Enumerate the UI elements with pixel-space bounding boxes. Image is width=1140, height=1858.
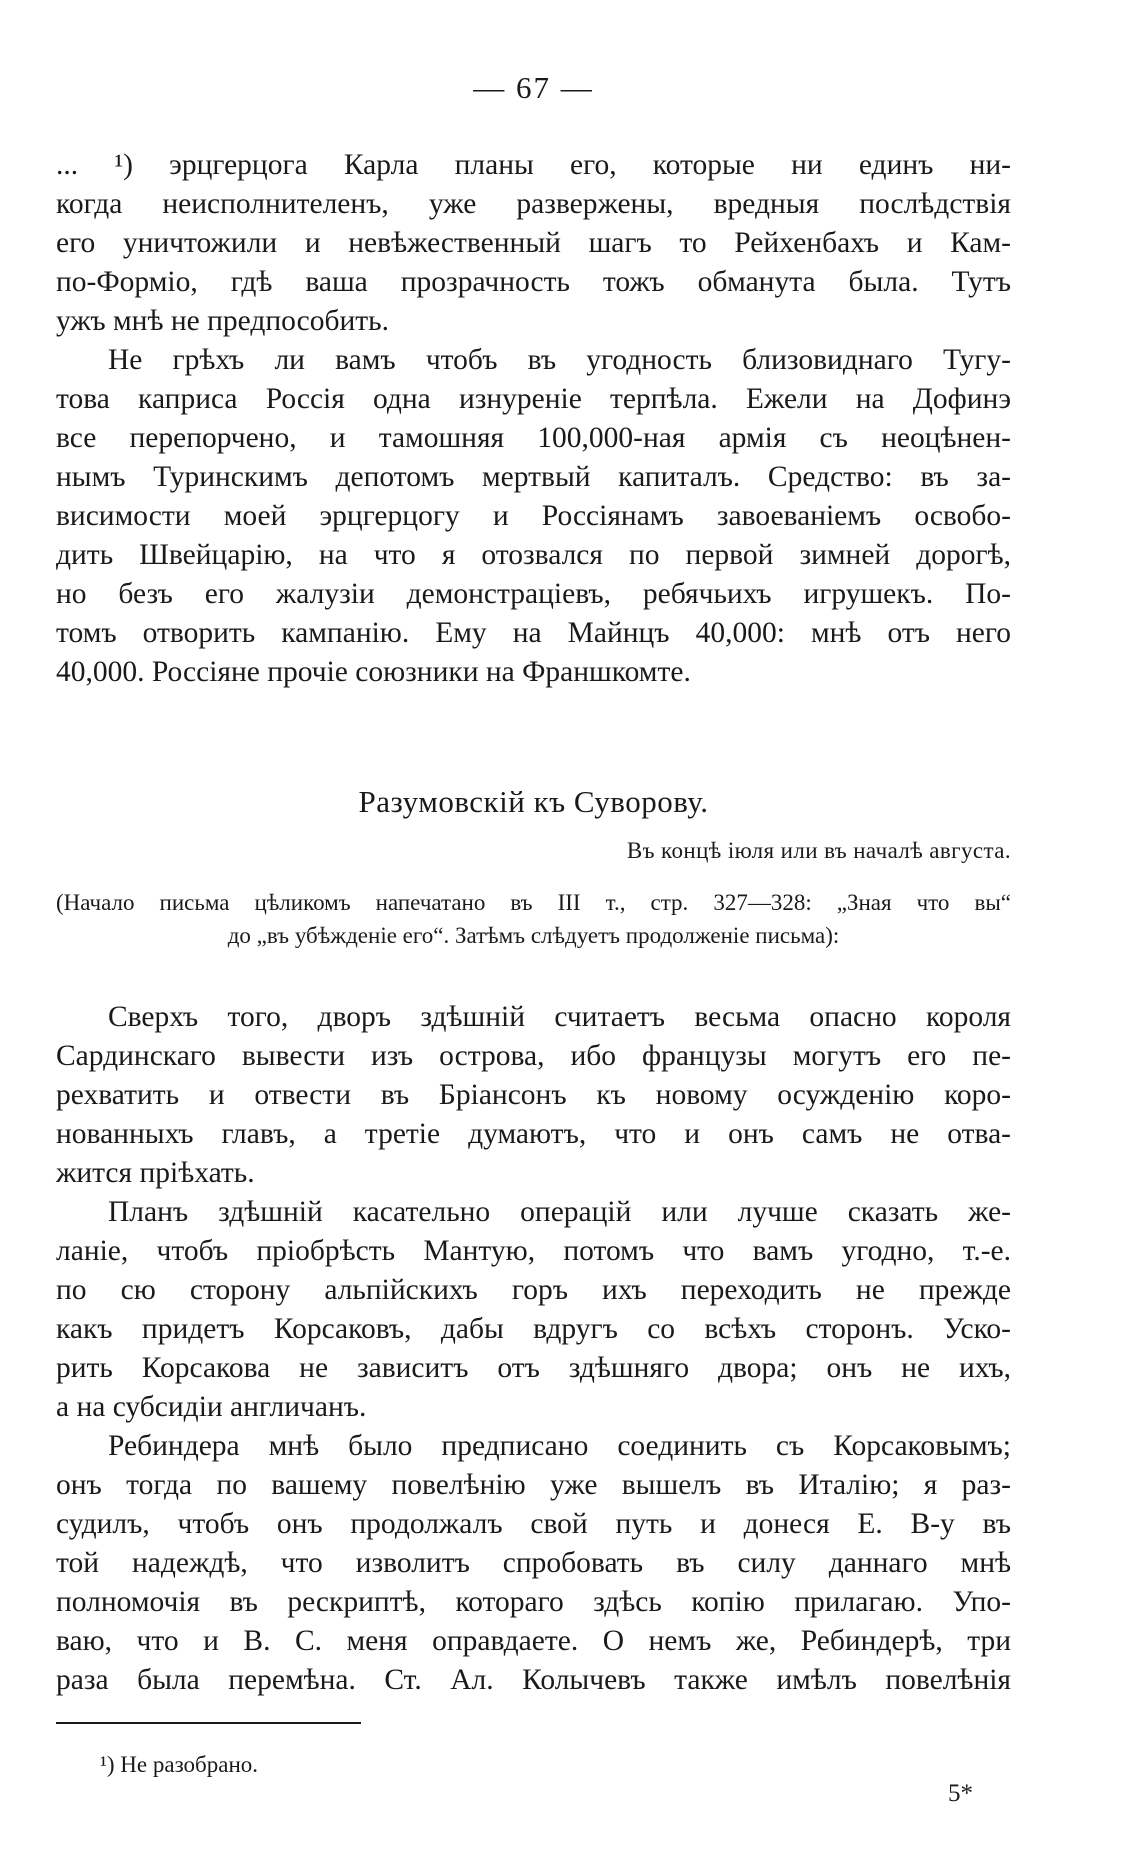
document-page (56, 70, 1011, 1700)
text-line: Сардинскаго вывести изъ острова, ибо французы могутъ его пе- (56, 1040, 1011, 1072)
text-line: дить Швейцарію, на что я отозвался по первой зимней дорогѣ, (56, 539, 1011, 571)
text-line: рить Корсакова не зависитъ отъ здѣшняго двора; онъ не ихъ, (56, 1352, 1011, 1384)
text-line: той надеждѣ, что изволитъ спробовать въ силу даннаго мнѣ (56, 1547, 1011, 1579)
text-line: висимости моей эрцгерцогу и Россіянамъ завоеваніемъ освобо- (56, 500, 1011, 532)
paragraph-3 (56, 998, 1011, 1193)
text-line: Ребиндера мнѣ было предписано соединить съ Корсаковымъ; (108, 1430, 1011, 1462)
text-line: ужъ мнѣ не предпособить. (56, 305, 389, 337)
text-line: а на субсидіи англичанъ. (56, 1391, 367, 1423)
section-title: Разумовскій къ Суворову. (358, 784, 709, 819)
paragraph-1 (56, 146, 1011, 341)
text-line: това каприса Россія одна изнуреніе терпѣла. Ежели на Дофинэ (56, 383, 1011, 415)
text-line: Планъ здѣшній касательно операцій или лучше сказать же- (108, 1196, 1011, 1228)
paragraph-5 (56, 1427, 1011, 1700)
footnote: ¹) Не разобрано. (100, 1752, 259, 1777)
printer-signature-mark: 5* (948, 1780, 973, 1807)
footnote-divider (56, 1722, 361, 1724)
text-line: судилъ, чтобъ онъ продолжалъ свой путь и донеся Е. В-у въ (56, 1508, 1011, 1540)
text-line: ... ¹) эрцгерцога Карла планы его, которые ни единъ ни- (56, 149, 1011, 181)
text-line: все перепорчено, и тамошняя 100,000-ная армія съ неоцѣнен- (56, 422, 1011, 454)
page-footer (56, 1722, 1011, 1807)
text-line: томъ отворить кампанію. Ему на Майнцъ 40,000: мнѣ отъ него (56, 617, 1011, 649)
text-line: жится пріѣхать. (56, 1157, 255, 1189)
text-line: по-Форміо, гдѣ ваша прозрачность тожъ обманута была. Тутъ (56, 266, 1011, 298)
editor-note-line: до „въ убѣжденіе его“. Затѣмъ слѣдуетъ продолженіе письма): (227, 923, 840, 948)
letter-body (56, 998, 1011, 1700)
text-line: по сю сторону альпійскихъ горъ ихъ переходить не прежде (56, 1274, 1011, 1306)
text-line: ланіе, чтобъ пріобрѣсть Мантую, потомъ что вамъ угодно, т.-е. (56, 1235, 1011, 1267)
text-line: 40,000. Россіяне прочіе союзники на Франшкомте. (56, 656, 691, 688)
text-line: но безъ его жалузіи демонстраціевъ, ребячьихъ игрушекъ. По- (56, 578, 1011, 610)
text-line: Сверхъ того, дворъ здѣшній считаетъ весьма опасно короля (108, 1001, 1011, 1033)
text-line: его уничтожили и невѣжественный шагъ то Рейхенбахъ и Кам- (56, 227, 1011, 259)
text-line: нованныхъ главъ, а третіе думаютъ, что и онъ самъ не отва- (56, 1118, 1011, 1150)
paragraph-2 (56, 341, 1011, 692)
text-line: раза была перемѣна. Ст. Ал. Колычевъ также имѣлъ повелѣнія (56, 1664, 1011, 1696)
text-line: когда неисполнителенъ, уже развержены, вредныя послѣдствія (56, 188, 1011, 220)
editor-note-line: (Начало письма цѣликомъ напечатано въ III т., стр. 327—328: „Зная что вы“ (56, 890, 1011, 915)
editor-note (56, 886, 1011, 952)
text-line: Не грѣхъ ли вамъ чтобъ въ угодность близовиднаго Тугу- (108, 344, 1011, 376)
text-line: рехватить и отвести въ Бріансонъ къ новому осужденію коро- (56, 1079, 1011, 1111)
text-line: нымъ Туринскимъ депотомъ мертвый капиталъ. Средство: въ за- (56, 461, 1011, 493)
paragraph-4 (56, 1193, 1011, 1427)
letter-date: Въ концѣ іюля или въ началѣ августа. (626, 838, 1011, 863)
text-line: ваю, что и В. С. меня оправдаете. О немъ же, Ребиндерѣ, три (56, 1625, 1011, 1657)
text-line: полномочія въ рескриптѣ, котораго здѣсь копію прилагаю. Упо- (56, 1586, 1011, 1618)
page-number: — 67 — (473, 70, 594, 105)
top-text-block (56, 146, 1011, 692)
text-line: какъ придетъ Корсаковъ, дабы вдругъ со всѣхъ сторонъ. Уско- (56, 1313, 1011, 1345)
text-line: онъ тогда по вашему повелѣнію уже вышелъ въ Италію; я раз- (56, 1469, 1011, 1501)
